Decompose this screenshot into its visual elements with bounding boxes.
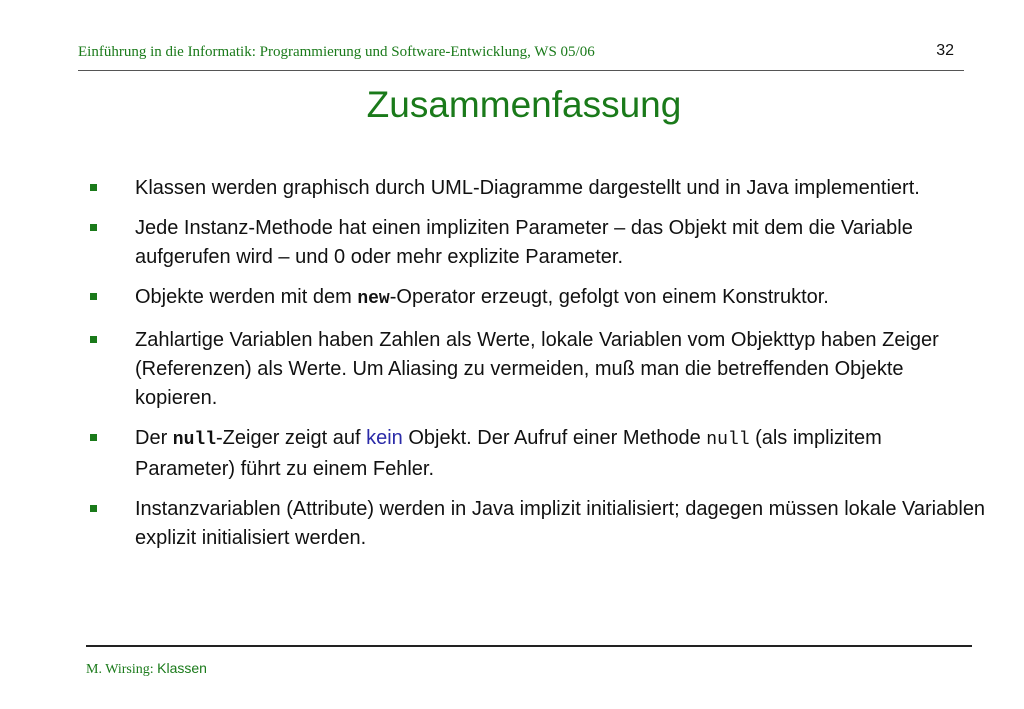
square-bullet-icon xyxy=(90,224,97,231)
bullet-text: Objekte werden mit dem xyxy=(135,286,358,308)
bullet-text: (als implizitem Parameter) führt zu einem Fehler. xyxy=(135,427,882,480)
square-bullet-icon xyxy=(90,434,97,441)
bullet-text: Der xyxy=(135,427,173,449)
bullet-item xyxy=(86,283,986,314)
bullet-item xyxy=(86,424,986,484)
bullet-text: Zahlartige Variablen haben Zahlen als Werte, lokale Variablen vom Objekttyp haben Zeiger (Referenzen) als Werte. Um Aliasing zu vermeiden, muß man die betreffenden Objekte kopieren. xyxy=(135,329,939,409)
bullet-text: Objekt. Der Aufruf einer Methode xyxy=(402,427,707,449)
footer-author: M. Wirsing: xyxy=(86,662,158,677)
bullet-text: -Zeiger zeigt auf xyxy=(216,427,367,449)
footer-topic: Klassen xyxy=(157,660,207,676)
square-bullet-icon xyxy=(90,184,97,191)
highlighted-word: kein xyxy=(366,427,403,449)
slide-title: Zusammenfassung xyxy=(366,84,682,125)
bullet-item xyxy=(86,174,986,203)
course-title: Einführung in die Informatik: Programmierung und Software-Entwicklung, WS 05/06 xyxy=(78,44,595,60)
bullet-list xyxy=(86,174,986,553)
code-keyword-null: null xyxy=(172,430,217,450)
page-number: 32 xyxy=(936,42,954,59)
square-bullet-icon xyxy=(90,505,97,512)
bullet-text: -Operator erzeugt, gefolgt von einem Konstruktor. xyxy=(389,286,829,308)
square-bullet-icon xyxy=(90,336,97,343)
bullet-text: Klassen werden graphisch durch UML-Diagramme dargestellt und in Java implementiert. xyxy=(135,177,920,199)
bullet-item xyxy=(86,214,986,272)
code-keyword-new: new xyxy=(357,289,390,309)
bullet-text: Jede Instanz-Methode hat einen impliziten Parameter – das Objekt mit dem die Variable aufgerufen wird – und 0 oder mehr explizite Parameter. xyxy=(135,217,913,268)
footer xyxy=(86,660,207,678)
square-bullet-icon xyxy=(90,293,97,300)
header-divider xyxy=(78,70,964,71)
footer-divider xyxy=(86,645,972,647)
code-keyword-null-plain: null xyxy=(706,430,750,450)
bullet-text: Instanzvariablen (Attribute) werden in Java implizit initialisiert; dagegen müssen lokale Variablen explizit initialisiert werden. xyxy=(135,498,986,549)
bullet-item xyxy=(86,326,986,413)
bullet-item xyxy=(86,495,986,553)
